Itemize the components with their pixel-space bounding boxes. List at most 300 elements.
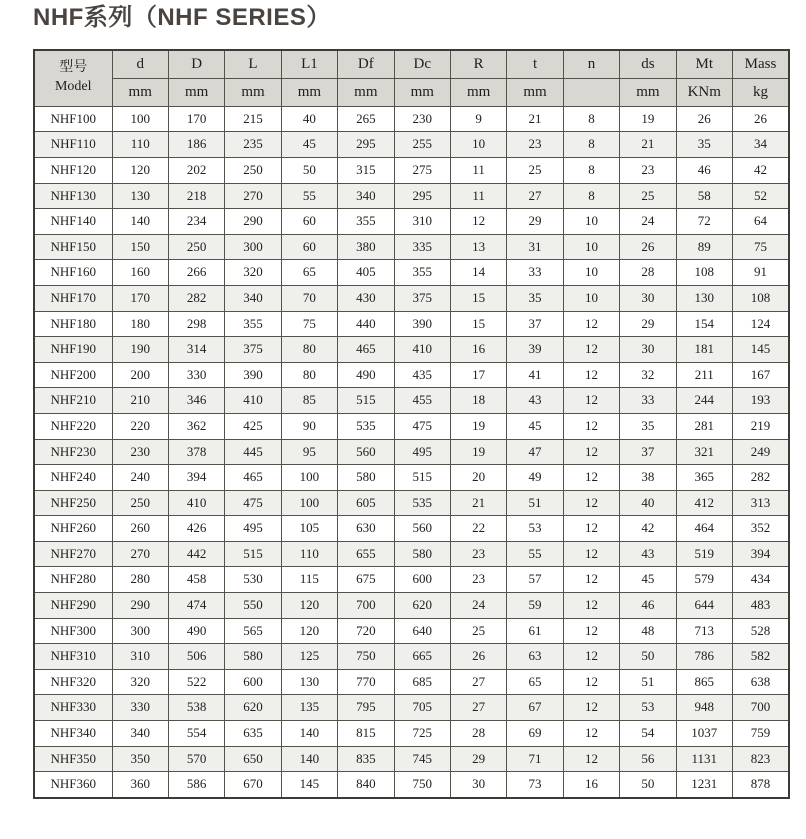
value-cell: 12 [563,695,619,721]
nhf-series-table [33,49,790,799]
value-cell: 750 [338,644,394,670]
value-cell: 560 [338,439,394,465]
model-cell: NHF130 [34,183,112,209]
value-cell: 220 [112,413,168,439]
model-cell: NHF180 [34,311,112,337]
value-cell: 202 [168,157,224,183]
value-cell: 100 [112,106,168,132]
header-unit-Df: mm [338,78,394,106]
model-cell: NHF290 [34,593,112,619]
value-cell: 26 [450,644,506,670]
value-cell: 8 [563,106,619,132]
table-row [34,669,789,695]
value-cell: 49 [507,465,563,491]
table-row [34,209,789,235]
value-cell: 234 [168,209,224,235]
value-cell: 12 [450,209,506,235]
value-cell: 320 [112,669,168,695]
model-cell: NHF310 [34,644,112,670]
header-unit-Dc: mm [394,78,450,106]
value-cell: 13 [450,234,506,260]
header-unit-d: mm [112,78,168,106]
value-cell: 282 [732,465,789,491]
value-cell: 298 [168,311,224,337]
header-symbol-Df: Df [338,50,394,79]
value-cell: 61 [507,618,563,644]
value-cell: 394 [168,465,224,491]
value-cell: 11 [450,157,506,183]
value-cell: 120 [281,593,337,619]
header-model-en: Model [54,79,92,95]
value-cell: 35 [676,132,732,158]
value-cell: 410 [394,337,450,363]
value-cell: 90 [281,413,337,439]
value-cell: 12 [563,311,619,337]
value-cell: 200 [112,362,168,388]
value-cell: 235 [225,132,281,158]
value-cell: 12 [563,593,619,619]
value-cell: 23 [507,132,563,158]
value-cell: 330 [112,695,168,721]
value-cell: 24 [620,209,676,235]
value-cell: 43 [620,541,676,567]
value-cell: 675 [338,567,394,593]
value-cell: 360 [112,772,168,798]
value-cell: 700 [732,695,789,721]
value-cell: 26 [732,106,789,132]
value-cell: 295 [338,132,394,158]
value-cell: 490 [338,362,394,388]
value-cell: 45 [620,567,676,593]
value-cell: 670 [225,772,281,798]
model-cell: NHF350 [34,746,112,772]
value-cell: 124 [732,311,789,337]
value-cell: 580 [338,465,394,491]
value-cell: 211 [676,362,732,388]
value-cell: 605 [338,490,394,516]
table-row [34,260,789,286]
value-cell: 59 [507,593,563,619]
table-row [34,465,789,491]
value-cell: 170 [112,285,168,311]
value-cell: 12 [563,516,619,542]
value-cell: 80 [281,337,337,363]
value-cell: 15 [450,285,506,311]
value-cell: 181 [676,337,732,363]
value-cell: 835 [338,746,394,772]
value-cell: 430 [338,285,394,311]
value-cell: 21 [450,490,506,516]
table-row [34,132,789,158]
value-cell: 170 [168,106,224,132]
value-cell: 19 [450,413,506,439]
value-cell: 63 [507,644,563,670]
value-cell: 70 [281,285,337,311]
value-cell: 579 [676,567,732,593]
table-row [34,721,789,747]
model-cell: NHF240 [34,465,112,491]
value-cell: 47 [507,439,563,465]
value-cell: 58 [676,183,732,209]
value-cell: 506 [168,644,224,670]
value-cell: 483 [732,593,789,619]
value-cell: 230 [112,439,168,465]
value-cell: 31 [507,234,563,260]
value-cell: 28 [620,260,676,286]
value-cell: 95 [281,439,337,465]
value-cell: 125 [281,644,337,670]
value-cell: 130 [112,183,168,209]
model-cell: NHF210 [34,388,112,414]
value-cell: 340 [338,183,394,209]
value-cell: 265 [338,106,394,132]
value-cell: 52 [732,183,789,209]
value-cell: 12 [563,746,619,772]
value-cell: 535 [338,413,394,439]
value-cell: 19 [450,439,506,465]
value-cell: 522 [168,669,224,695]
value-cell: 69 [507,721,563,747]
value-cell: 434 [732,567,789,593]
value-cell: 26 [620,234,676,260]
model-cell: NHF160 [34,260,112,286]
value-cell: 565 [225,618,281,644]
value-cell: 410 [225,388,281,414]
value-cell: 19 [620,106,676,132]
value-cell: 20 [450,465,506,491]
value-cell: 426 [168,516,224,542]
value-cell: 390 [225,362,281,388]
value-cell: 300 [112,618,168,644]
value-cell: 43 [507,388,563,414]
value-cell: 54 [620,721,676,747]
value-cell: 475 [394,413,450,439]
value-cell: 40 [281,106,337,132]
model-cell: NHF300 [34,618,112,644]
value-cell: 12 [563,362,619,388]
header-unit-L1: mm [281,78,337,106]
table-row [34,618,789,644]
value-cell: 570 [168,746,224,772]
value-cell: 244 [676,388,732,414]
value-cell: 315 [338,157,394,183]
value-cell: 67 [507,695,563,721]
value-cell: 29 [450,746,506,772]
value-cell: 275 [394,157,450,183]
value-cell: 56 [620,746,676,772]
value-cell: 948 [676,695,732,721]
value-cell: 685 [394,669,450,695]
value-cell: 295 [394,183,450,209]
value-cell: 12 [563,644,619,670]
value-cell: 10 [563,285,619,311]
value-cell: 120 [281,618,337,644]
value-cell: 650 [225,746,281,772]
value-cell: 75 [281,311,337,337]
value-cell: 375 [225,337,281,363]
table-row [34,311,789,337]
model-cell: NHF230 [34,439,112,465]
value-cell: 65 [507,669,563,695]
value-cell: 240 [112,465,168,491]
table-row [34,413,789,439]
value-cell: 440 [338,311,394,337]
value-cell: 405 [338,260,394,286]
table-row [34,337,789,363]
value-cell: 30 [450,772,506,798]
value-cell: 840 [338,772,394,798]
table-row [34,541,789,567]
value-cell: 582 [732,644,789,670]
value-cell: 30 [620,285,676,311]
table-row [34,490,789,516]
value-cell: 42 [732,157,789,183]
value-cell: 435 [394,362,450,388]
value-cell: 464 [676,516,732,542]
model-cell: NHF170 [34,285,112,311]
header-symbol-d: d [112,50,168,79]
value-cell: 865 [676,669,732,695]
value-cell: 313 [732,490,789,516]
value-cell: 352 [732,516,789,542]
value-cell: 1231 [676,772,732,798]
value-cell: 310 [112,644,168,670]
value-cell: 190 [112,337,168,363]
value-cell: 878 [732,772,789,798]
model-cell: NHF320 [34,669,112,695]
value-cell: 135 [281,695,337,721]
value-cell: 75 [732,234,789,260]
value-cell: 249 [732,439,789,465]
value-cell: 700 [338,593,394,619]
value-cell: 535 [394,490,450,516]
value-cell: 12 [563,541,619,567]
value-cell: 25 [450,618,506,644]
value-cell: 167 [732,362,789,388]
value-cell: 282 [168,285,224,311]
header-row-units [34,78,789,106]
value-cell: 355 [338,209,394,235]
value-cell: 335 [394,234,450,260]
header-model [34,50,112,107]
value-cell: 350 [112,746,168,772]
value-cell: 218 [168,183,224,209]
value-cell: 55 [507,541,563,567]
value-cell: 465 [225,465,281,491]
value-cell: 60 [281,209,337,235]
value-cell: 250 [112,490,168,516]
value-cell: 770 [338,669,394,695]
value-cell: 21 [507,106,563,132]
value-cell: 640 [394,618,450,644]
table-row [34,157,789,183]
model-cell: NHF150 [34,234,112,260]
value-cell: 8 [563,157,619,183]
value-cell: 638 [732,669,789,695]
value-cell: 519 [676,541,732,567]
table-row [34,644,789,670]
value-cell: 108 [676,260,732,286]
value-cell: 310 [394,209,450,235]
value-cell: 40 [620,490,676,516]
value-cell: 27 [507,183,563,209]
value-cell: 250 [225,157,281,183]
table-row [34,285,789,311]
model-cell: NHF120 [34,157,112,183]
value-cell: 600 [394,567,450,593]
value-cell: 554 [168,721,224,747]
header-unit-t: mm [507,78,563,106]
header-symbol-t: t [507,50,563,79]
page-title: NHF系列（NHF SERIES） [33,4,331,31]
value-cell: 465 [338,337,394,363]
value-cell: 16 [563,772,619,798]
value-cell: 786 [676,644,732,670]
value-cell: 600 [225,669,281,695]
model-cell: NHF270 [34,541,112,567]
table-row [34,516,789,542]
value-cell: 280 [112,567,168,593]
value-cell: 29 [620,311,676,337]
value-cell: 12 [563,465,619,491]
value-cell: 140 [112,209,168,235]
value-cell: 23 [450,567,506,593]
value-cell: 515 [394,465,450,491]
value-cell: 620 [394,593,450,619]
value-cell: 528 [732,618,789,644]
value-cell: 1037 [676,721,732,747]
value-cell: 725 [394,721,450,747]
model-cell: NHF110 [34,132,112,158]
value-cell: 145 [732,337,789,363]
value-cell: 89 [676,234,732,260]
value-cell: 91 [732,260,789,286]
value-cell: 10 [563,260,619,286]
value-cell: 644 [676,593,732,619]
value-cell: 12 [563,721,619,747]
header-unit-Mass: kg [732,78,789,106]
value-cell: 25 [507,157,563,183]
value-cell: 530 [225,567,281,593]
model-cell: NHF260 [34,516,112,542]
value-cell: 60 [281,234,337,260]
value-cell: 28 [450,721,506,747]
value-cell: 45 [281,132,337,158]
value-cell: 115 [281,567,337,593]
value-cell: 12 [563,618,619,644]
value-cell: 11 [450,183,506,209]
value-cell: 346 [168,388,224,414]
value-cell: 705 [394,695,450,721]
table-row [34,106,789,132]
value-cell: 458 [168,567,224,593]
value-cell: 375 [394,285,450,311]
table-row [34,593,789,619]
value-cell: 51 [620,669,676,695]
value-cell: 281 [676,413,732,439]
header-symbol-Dc: Dc [394,50,450,79]
model-cell: NHF330 [34,695,112,721]
value-cell: 380 [338,234,394,260]
value-cell: 35 [507,285,563,311]
value-cell: 250 [168,234,224,260]
header-symbol-L: L [225,50,281,79]
header-unit-Mt: KNm [676,78,732,106]
value-cell: 55 [281,183,337,209]
value-cell: 12 [563,567,619,593]
value-cell: 10 [563,209,619,235]
value-cell: 130 [676,285,732,311]
model-cell: NHF140 [34,209,112,235]
value-cell: 560 [394,516,450,542]
value-cell: 25 [620,183,676,209]
value-cell: 108 [732,285,789,311]
value-cell: 85 [281,388,337,414]
value-cell: 154 [676,311,732,337]
value-cell: 759 [732,721,789,747]
value-cell: 290 [225,209,281,235]
value-cell: 300 [225,234,281,260]
value-cell: 321 [676,439,732,465]
value-cell: 15 [450,311,506,337]
header-symbol-D: D [168,50,224,79]
header-symbol-R: R [450,50,506,79]
value-cell: 750 [394,772,450,798]
value-cell: 495 [394,439,450,465]
value-cell: 515 [338,388,394,414]
value-cell: 255 [394,132,450,158]
value-cell: 37 [620,439,676,465]
value-cell: 475 [225,490,281,516]
table-row [34,388,789,414]
value-cell: 33 [620,388,676,414]
value-cell: 53 [620,695,676,721]
header-symbol-n: n [563,50,619,79]
value-cell: 515 [225,541,281,567]
value-cell: 22 [450,516,506,542]
value-cell: 10 [563,234,619,260]
value-cell: 412 [676,490,732,516]
value-cell: 140 [281,746,337,772]
value-cell: 340 [112,721,168,747]
value-cell: 12 [563,669,619,695]
model-cell: NHF340 [34,721,112,747]
model-cell: NHF250 [34,490,112,516]
value-cell: 100 [281,465,337,491]
value-cell: 64 [732,209,789,235]
value-cell: 38 [620,465,676,491]
value-cell: 290 [112,593,168,619]
value-cell: 37 [507,311,563,337]
value-cell: 33 [507,260,563,286]
value-cell: 23 [620,157,676,183]
table-row [34,746,789,772]
table-body [34,106,789,798]
value-cell: 30 [620,337,676,363]
value-cell: 8 [563,183,619,209]
value-cell: 210 [112,388,168,414]
value-cell: 266 [168,260,224,286]
value-cell: 390 [394,311,450,337]
value-cell: 270 [112,541,168,567]
value-cell: 12 [563,413,619,439]
value-cell: 150 [112,234,168,260]
value-cell: 18 [450,388,506,414]
value-cell: 580 [225,644,281,670]
value-cell: 215 [225,106,281,132]
value-cell: 145 [281,772,337,798]
value-cell: 51 [507,490,563,516]
